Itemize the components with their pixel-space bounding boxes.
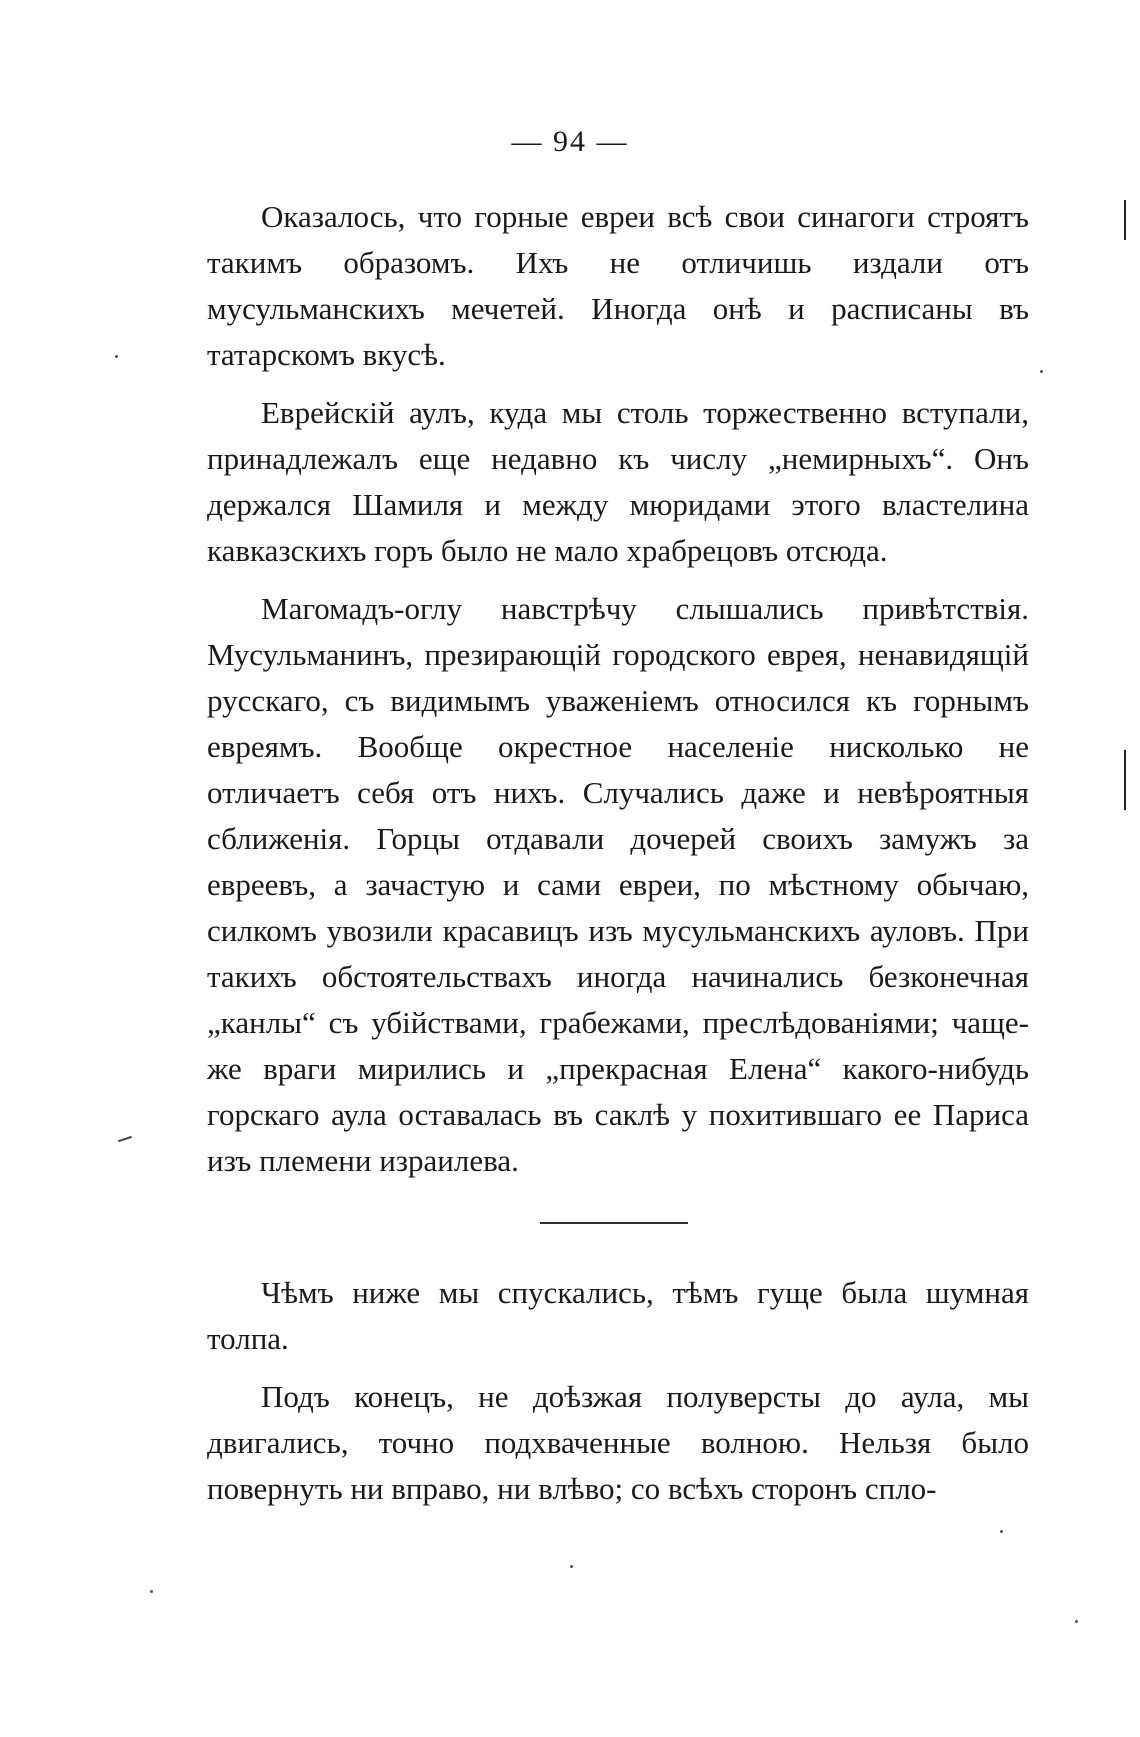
scan-dash-mark (118, 1136, 132, 1142)
scan-speck (1075, 1620, 1078, 1623)
paragraph: Подъ конецъ, не доѣзжая полуверсты до аула, мы двигались, точно подхваченные волною. Нельзя было повернуть ни вправо, ни влѣво; со всѣхъ сторонъ спло- (207, 1379, 1029, 1506)
paragraph: Оказалось, что горные евреи всѣ свои синагоги строятъ такимъ образомъ. Ихъ не отличишь издали отъ мусульманскихъ мечетей. Иногда онѣ и расписаны въ татарскомъ вкусѣ. (207, 199, 1029, 372)
scan-speck (570, 1565, 573, 1568)
scan-speck (115, 355, 118, 358)
page-number: — 94 — (511, 125, 629, 158)
paragraph: Магомадъ-оглу навстрѣчу слышались привѣтствія. Мусульманинъ, презирающій городского еврея, ненавидящій русскаго, съ видимымъ уваженіемъ относился къ горнымъ евреямъ. Вообще окрестное населеніе нисколько не отличаетъ себя отъ нихъ. Случались даже и невѣроятныя сближенія. Горцы отдавали дочерей своихъ замужъ за евреевъ, а зачастую и сами евреи, по мѣстному обычаю, силкомъ увозили красавицъ изъ мусульманскихъ ауловъ. При такихъ обстоятельствахъ иногда начинались безконечная „канлы“ съ убійствами, грабежами, преслѣдованіями; чаще-же враги мирились и „прекрасная Елена“ какого-нибудь горскаго аула оставалась въ саклѣ у похитившаго ее Париса изъ племени израилева. (207, 591, 1029, 1178)
paragraph: Еврейскій аулъ, куда мы столь торжественно вступали, принадлежалъ еще недавно къ числу „немирныхъ“. Онъ держался Шамиля и между мюридами этого властелина кавказскихъ горъ было не мало храбрецовъ отсюда. (207, 395, 1029, 568)
scan-speck (150, 1590, 153, 1593)
scan-speck (1000, 1530, 1003, 1533)
scan-speck (1040, 370, 1043, 373)
text-section-two (207, 1270, 1029, 1524)
scan-margin-mark (1124, 750, 1126, 810)
scan-margin-mark (1124, 200, 1126, 240)
text-section-one (207, 194, 1029, 1196)
section-separator-rule (540, 1222, 688, 1224)
paragraph: Чѣмъ ниже мы спускались, тѣмъ гуще была шумная толпа. (207, 1275, 1029, 1356)
